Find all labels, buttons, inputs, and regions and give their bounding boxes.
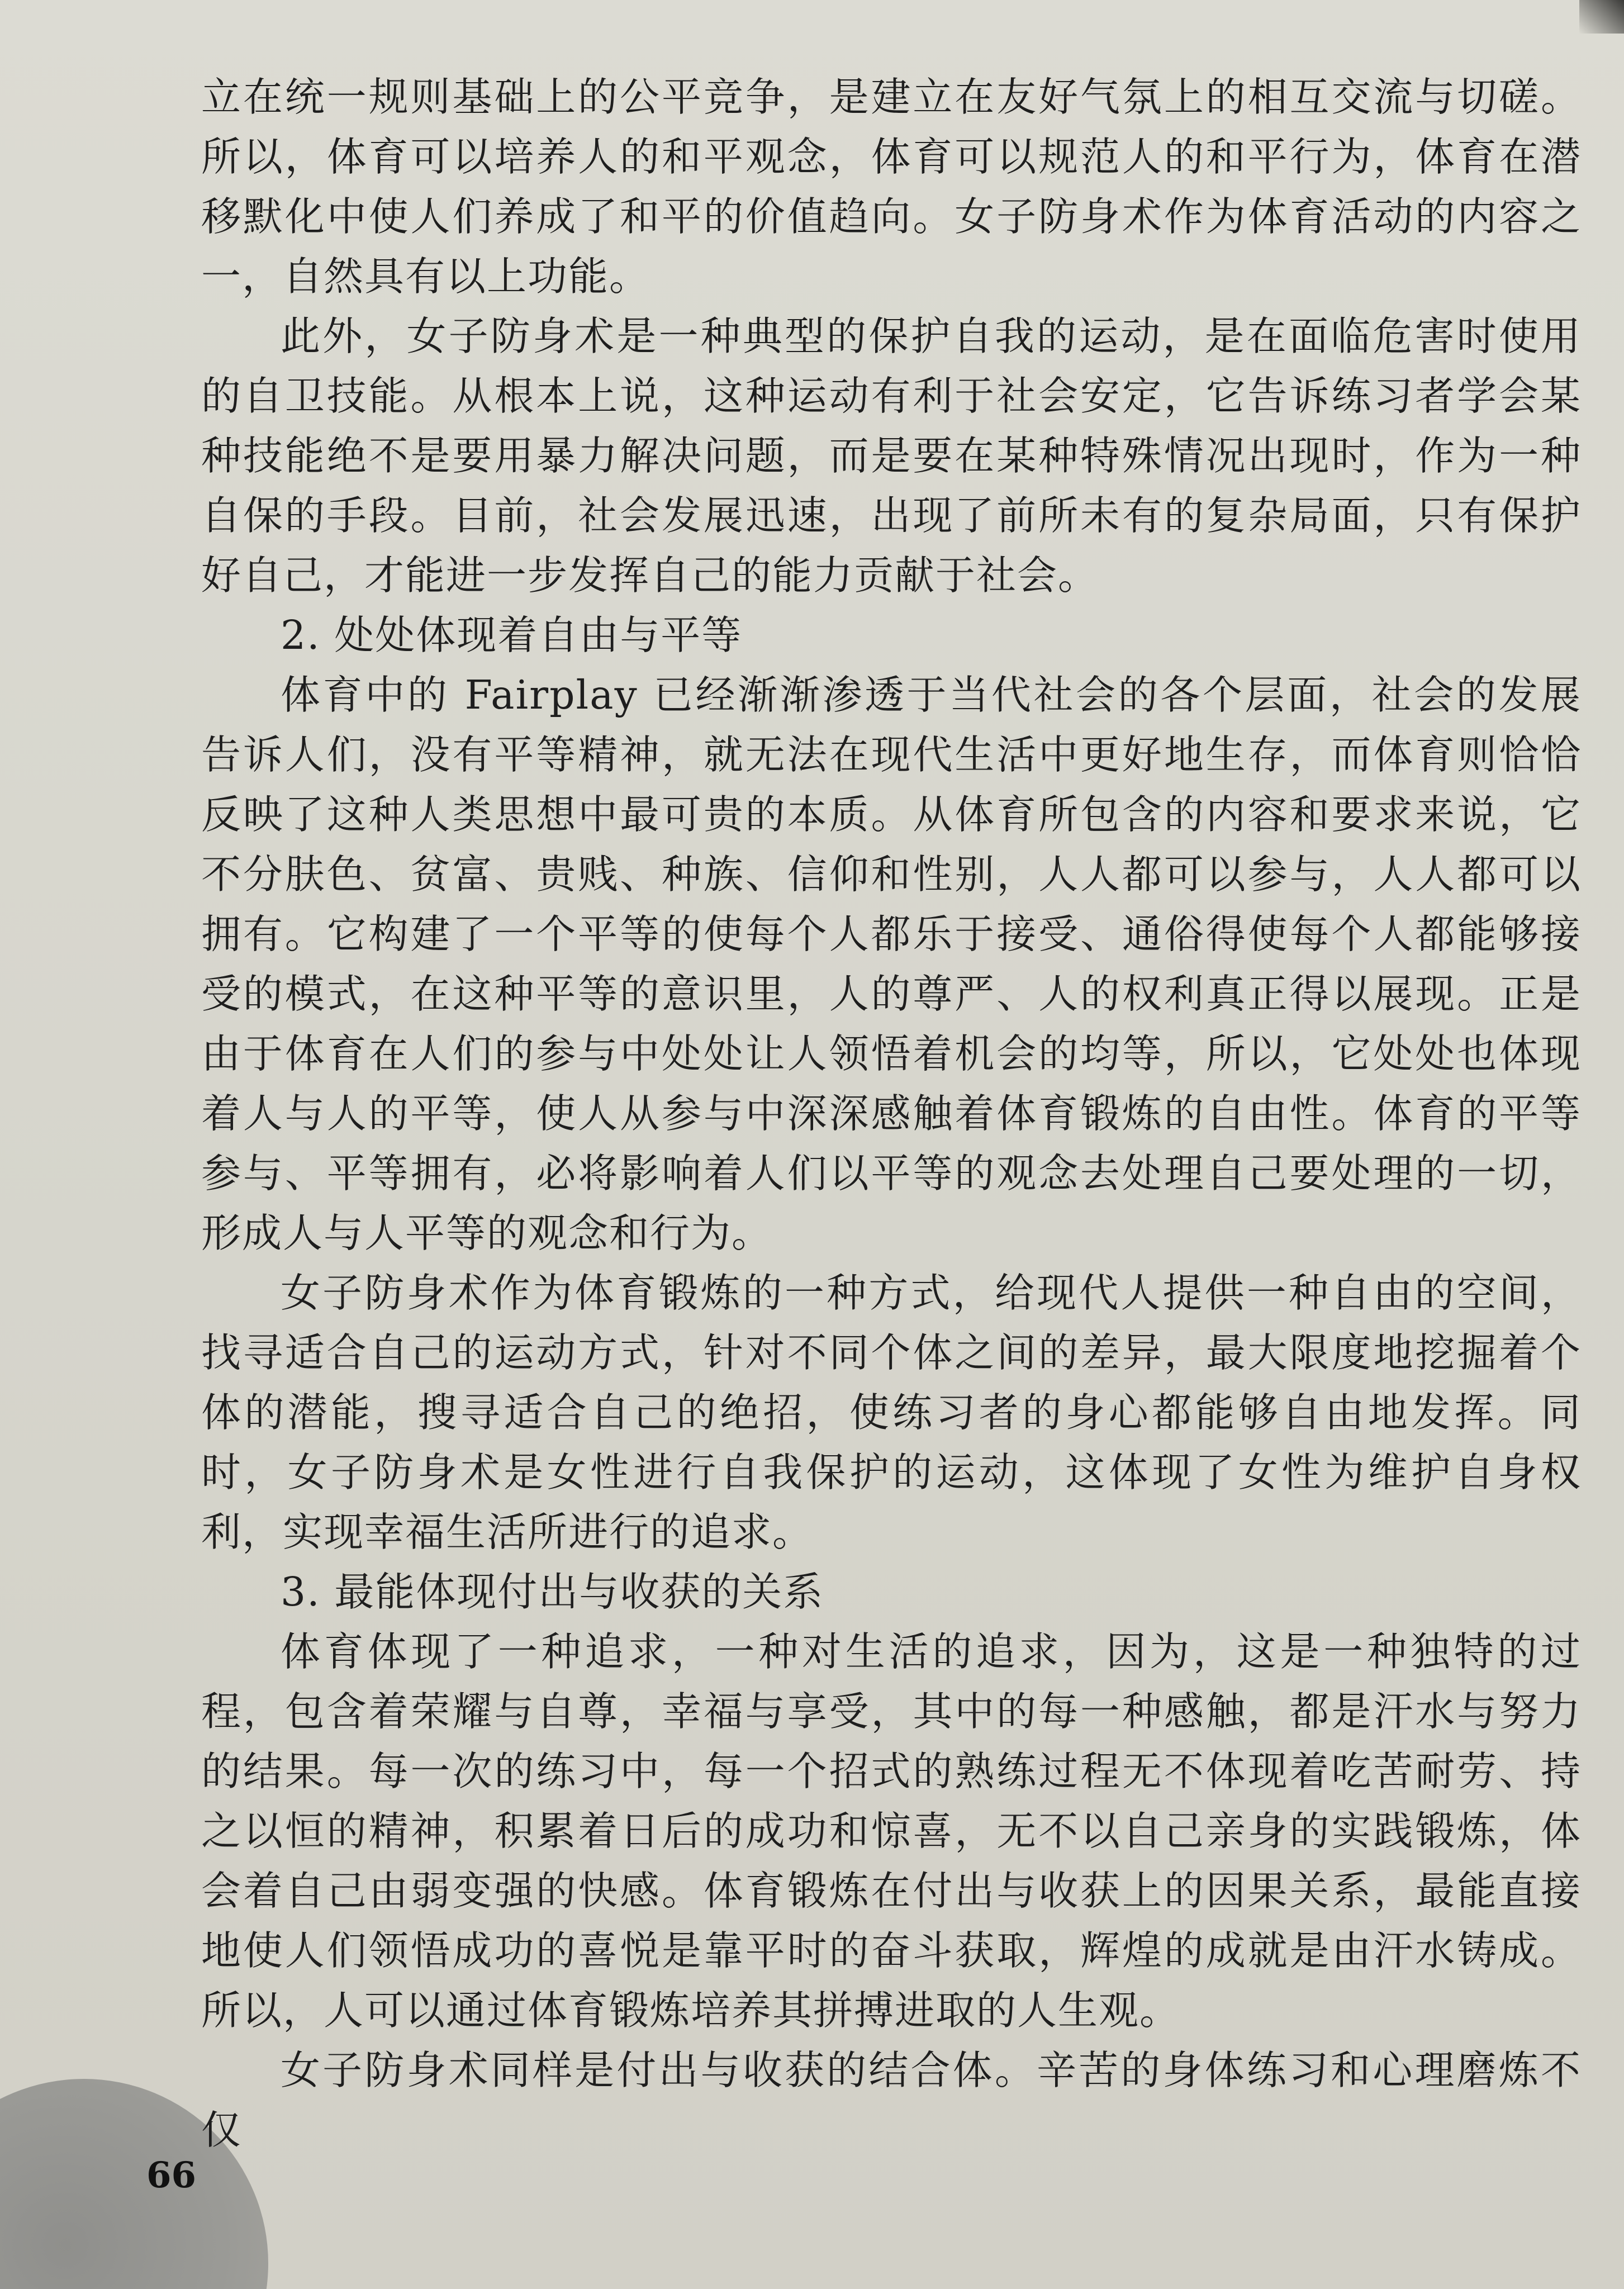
section-heading: 2. 处处体现着自由与平等 xyxy=(281,612,743,658)
paragraph: 体育体现了一种追求，一种对生活的追求，因为，这是一种独特的过程，包含着荣耀与自尊，幸福与享受，其中的每一种感触，都是汗水与努力的结果。每一次的练习中，每一个招式的熟练过程无不体现着吃苦耐劳、持之以恒的精神，积累着日后的成功和惊喜，无不以自己亲身的实践锻炼，体会着自己由弱变强的快感。体育锻炼在付出与收获上的因果关系，最能直接地使人们领悟成功的喜悦是靠平时的奋斗获取，辉煌的成就是由汗水铸成。所以，人可以通过体育锻炼培养其拼搏进取的人生观。 xyxy=(201,1628,1582,2034)
page-edge-shadow xyxy=(1579,0,1624,34)
paragraph: 女子防身术同样是付出与收获的结合体。辛苦的身体练习和心理磨炼不仅 xyxy=(201,2047,1582,2153)
paragraph: 此外，女子防身术是一种典型的保护自我的运动，是在面临危害时使用的自卫技能。从根本上说，这种运动有利于社会安定，它告诉练习者学会某种技能绝不是要用暴力解决问题，而是要在某种特殊情况出现时，作为一种自保的手段。目前，社会发展迅速，出现了前所未有的复杂局面，只有保护好自己，才能进一步发挥自己的能力贡献于社会。 xyxy=(201,313,1582,599)
section-heading: 3. 最能体现付出与收获的关系 xyxy=(281,1569,824,1615)
body-text xyxy=(201,67,1582,2160)
paragraph: 女子防身术作为体育锻炼的一种方式，给现代人提供一种自由的空间，找寻适合自己的运动方式，针对不同个体之间的差异，最大限度地挖掘着个体的潜能，搜寻适合自己的绝招，使练习者的身心都能够自由地发挥。同时，女子防身术是女性进行自我保护的运动，这体现了女性为维护自身权利，实现幸福生活所进行的追求。 xyxy=(201,1270,1582,1555)
paragraph-continuation: 立在统一规则基础上的公平竞争，是建立在友好气氛上的相互交流与切磋。所以，体育可以培养人的和平观念，体育可以规范人的和平行为，体育在潜移默化中使人们养成了和平的价值趋向。女子防身术作为体育活动的内容之一，自然具有以上功能。 xyxy=(201,74,1582,300)
paragraph: 体育中的 Fairplay 已经渐渐渗透于当代社会的各个层面，社会的发展告诉人们，没有平等精神，就无法在现代生活中更好地生存，而体育则恰恰反映了这种人类思想中最可贵的本质。从体育所包含的内容和要求来说，它不分肤色、贫富、贵贱、种族、信仰和性别，人人都可以参与，人人都可以拥有。它构建了一个平等的使每个人都乐于接受、通俗得使每个人都能够接受的模式，在这种平等的意识里，人的尊严、人的权利真正得以展现。正是由于体育在人们的参与中处处让人领悟着机会的均等，所以，它处处也体现着人与人的平等，使人从参与中深深感触着体育锻炼的自由性。体育的平等参与、平等拥有，必将影响着人们以平等的观念去处理自己要处理的一切，形成人与人平等的观念和行为。 xyxy=(201,672,1582,1256)
page-number: 66 xyxy=(146,2154,197,2196)
